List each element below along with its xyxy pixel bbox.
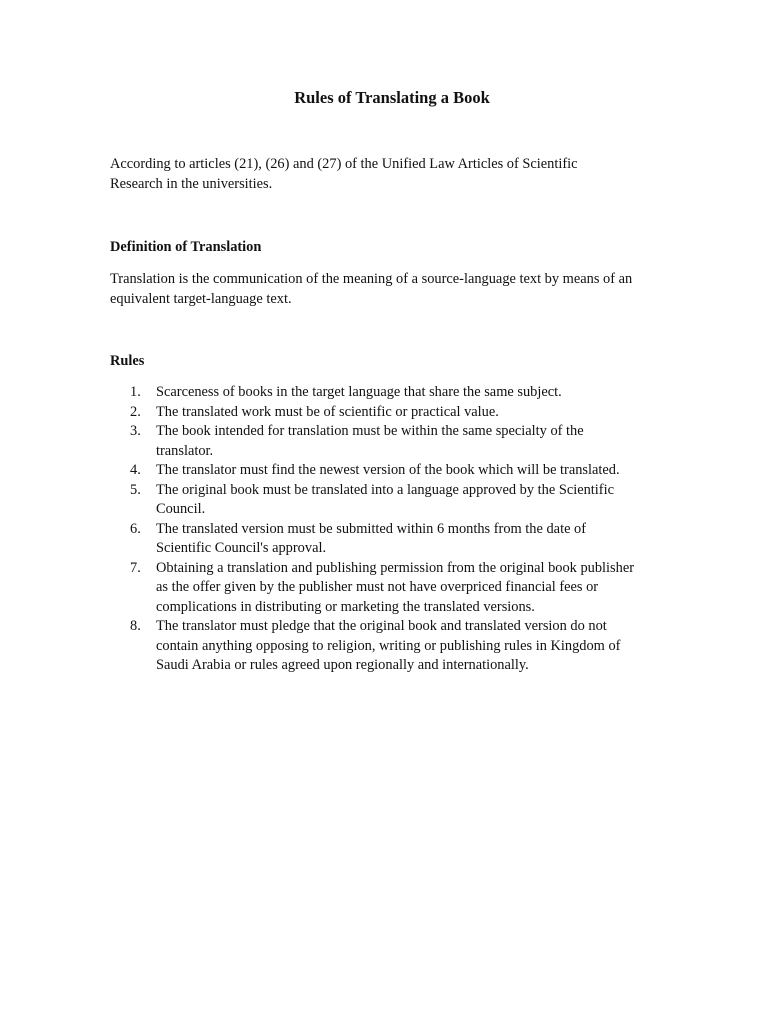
rule-text-line: The translated work must be of scientific or practical value. bbox=[156, 403, 499, 420]
rule-text-line: The translated version must be submitted within 6 months from the date of bbox=[156, 520, 587, 537]
rule-item bbox=[110, 403, 680, 423]
rule-number: 3. bbox=[130, 423, 141, 439]
rule-text-line: as the offer given by the publisher must not have overpriced financial fees or bbox=[156, 579, 599, 595]
rule-number: 1. bbox=[130, 384, 141, 400]
intro-line: Research in the universities. bbox=[110, 175, 273, 192]
rule-text-line: The translator must pledge that the original book and translated version do not bbox=[156, 618, 607, 634]
rule-text-line: Scientific Council's approval. bbox=[156, 540, 327, 556]
rule-text-line: Scarceness of books in the target language that share the same subject. bbox=[156, 384, 562, 400]
rule-text-line: The translator must find the newest version of the book which will be translated. bbox=[156, 462, 620, 478]
intro-line: According to articles (21), (26) and (27) of the Unified Law Articles of Scientific bbox=[110, 156, 578, 172]
rule-text bbox=[156, 481, 680, 520]
rule-text bbox=[156, 559, 680, 618]
definition-line: equivalent target-language text. bbox=[110, 290, 292, 307]
rule-text-line: complications in distributing or marketing the translated versions. bbox=[156, 598, 535, 615]
rule-item bbox=[110, 617, 680, 676]
rule-item bbox=[110, 520, 680, 559]
rule-number: 8. bbox=[130, 618, 141, 634]
rule-item bbox=[110, 422, 680, 461]
definition-heading: Definition of Translation bbox=[110, 239, 262, 255]
rule-text bbox=[156, 383, 680, 403]
document-title: Rules of Translating a Book bbox=[294, 88, 490, 107]
rule-item bbox=[110, 481, 680, 520]
rule-text bbox=[156, 403, 680, 423]
rules-list bbox=[110, 383, 680, 676]
rule-number: 6. bbox=[130, 520, 141, 537]
rule-text-line: Saudi Arabia or rules agreed upon regionally and internationally. bbox=[156, 657, 529, 673]
rule-text-line: Council. bbox=[156, 501, 206, 517]
rule-text bbox=[156, 520, 680, 559]
rule-number: 5. bbox=[130, 481, 141, 498]
definition-paragraph bbox=[110, 270, 685, 309]
rule-text bbox=[156, 617, 680, 676]
rules-heading: Rules bbox=[110, 353, 145, 369]
rule-number: 2. bbox=[130, 403, 141, 420]
definition-line: Translation is the communication of the meaning of a source-language text by means of an bbox=[110, 271, 633, 287]
rule-text-line: translator. bbox=[156, 442, 214, 459]
rule-number: 7. bbox=[130, 559, 141, 576]
rule-number: 4. bbox=[130, 462, 141, 478]
rule-item bbox=[110, 383, 680, 403]
intro-paragraph bbox=[110, 155, 670, 194]
rule-text-line: Obtaining a translation and publishing permission from the original book publisher bbox=[156, 559, 635, 576]
rule-text-line: The book intended for translation must be within the same specialty of the bbox=[156, 423, 584, 439]
rule-text-line: The original book must be translated into a language approved by the Scientific bbox=[156, 481, 614, 498]
rule-text-line: contain anything opposing to religion, writing or publishing rules in Kingdom of bbox=[156, 637, 621, 654]
rule-item bbox=[110, 559, 680, 618]
rule-item bbox=[110, 461, 680, 481]
rule-text bbox=[156, 461, 680, 481]
rule-text bbox=[156, 422, 680, 461]
